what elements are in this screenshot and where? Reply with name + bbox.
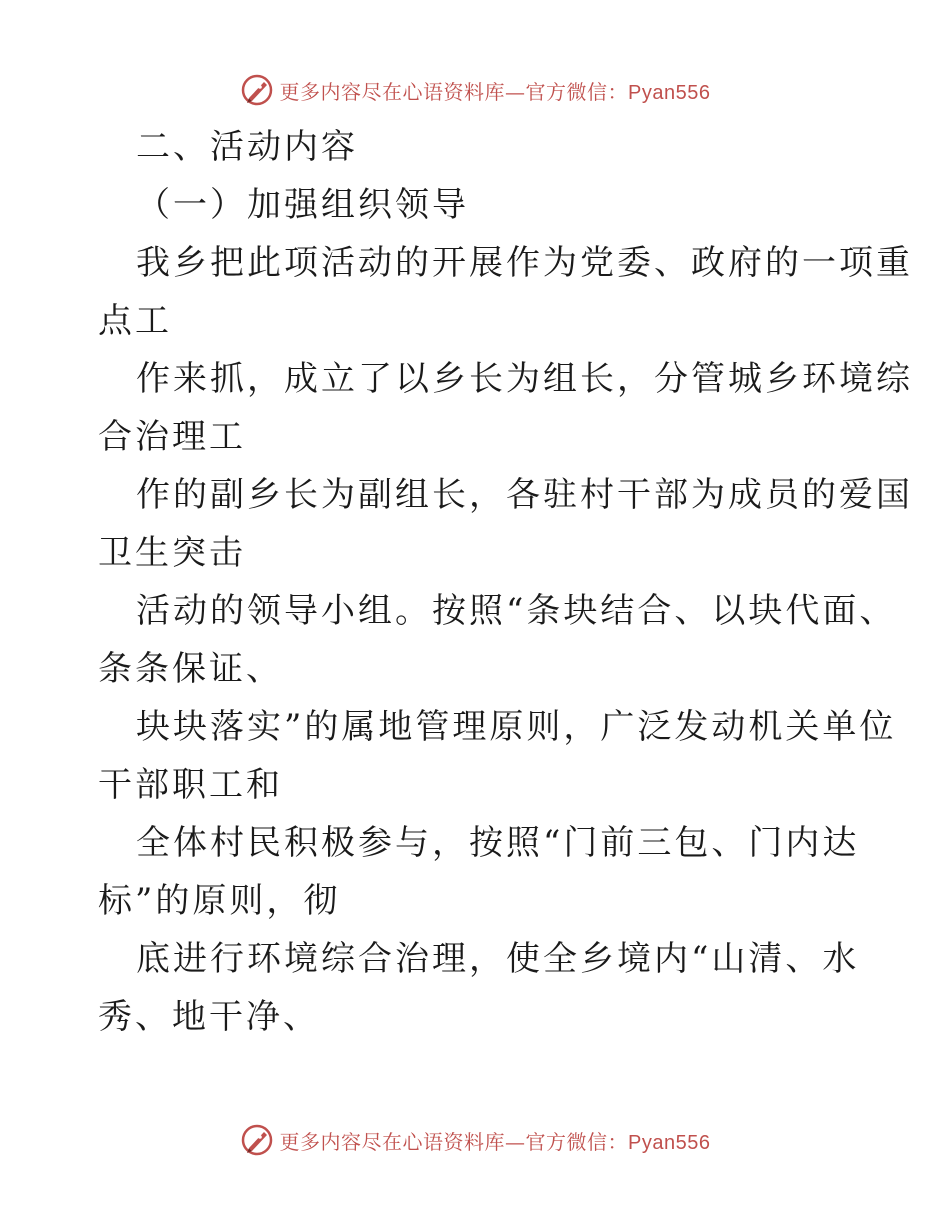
paragraph-line: 作的副乡长为副组长，各驻村干部为成员的爱国 [136, 475, 913, 515]
document-body [98, 118, 913, 1046]
paragraph-line: 卫生突击 [98, 533, 246, 573]
watermark-wechat-id: Pyan556 [628, 1131, 711, 1154]
paragraph-line: 干部职工和 [98, 765, 283, 805]
paragraph-line: 标”的原则，彻 [98, 881, 341, 921]
pen-logo-icon [240, 1123, 274, 1157]
footer-watermark [0, 1120, 950, 1160]
paragraph-line: 活动的领导小组。按照“条块结合、以块代面、 [136, 591, 897, 631]
paragraph-line: 全体村民积极参与，按照“门前三包、门内达 [136, 823, 860, 863]
watermark-text [280, 76, 711, 105]
paragraph-line: 条条保证、 [98, 649, 283, 689]
paragraph-line: 我乡把此项活动的开展作为党委、政府的一项重 [136, 243, 913, 283]
watermark-label: 更多内容尽在心语资料库—官方微信： [279, 79, 629, 104]
paragraph-line: 秀、地干净、 [98, 997, 320, 1037]
paragraph-line: 合治理工 [98, 417, 246, 457]
subsection-heading: （一）加强组织领导 [136, 185, 469, 225]
paragraph-line: 点工 [98, 301, 172, 341]
watermark-label: 更多内容尽在心语资料库—官方微信： [279, 1129, 629, 1154]
paragraph-line: 底进行环境综合治理，使全乡境内“山清、水 [136, 939, 860, 979]
section-heading: 二、活动内容 [136, 127, 358, 167]
header-watermark [0, 70, 950, 110]
paragraph-line: 作来抓，成立了以乡长为组长，分管城乡环境综 [136, 359, 913, 399]
watermark-wechat-id: Pyan556 [628, 81, 711, 104]
watermark-text [280, 1126, 711, 1155]
pen-logo-icon [240, 73, 274, 107]
paragraph-line: 块块落实”的属地管理原则，广泛发动机关单位 [136, 707, 897, 747]
